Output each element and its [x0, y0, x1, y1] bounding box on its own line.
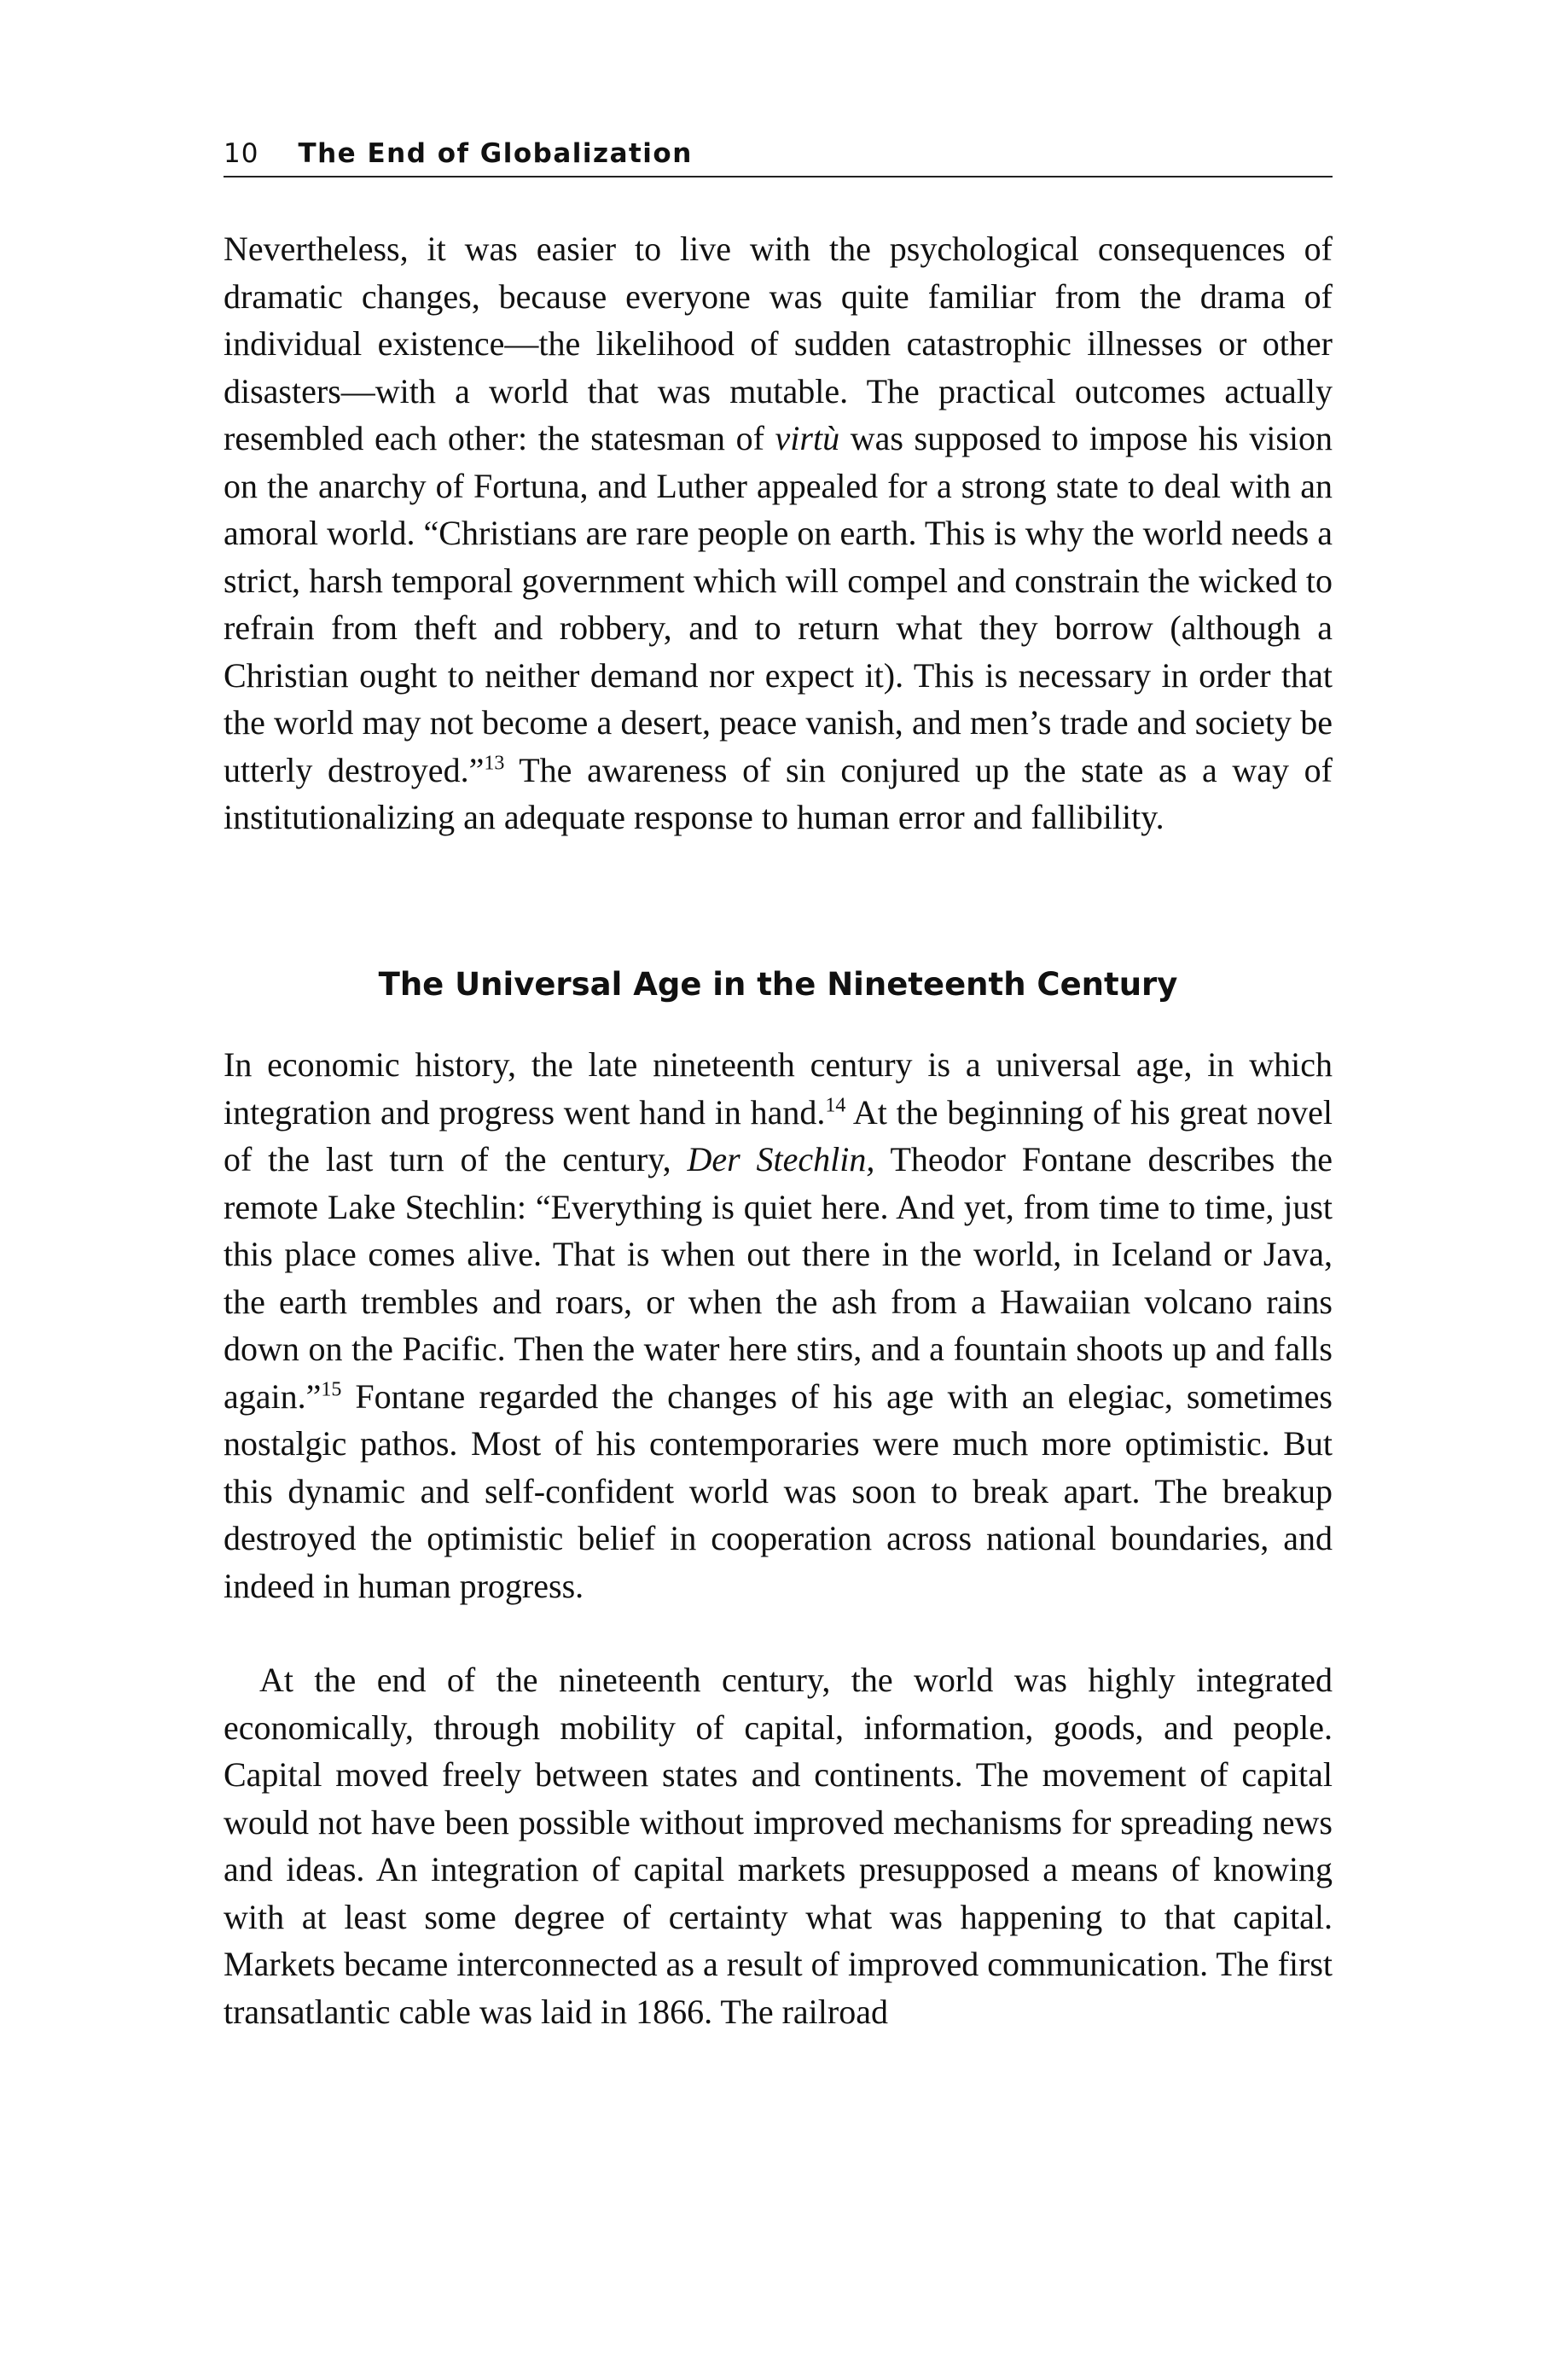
paragraph-1-italic-virtu: virtù: [775, 419, 840, 457]
paragraph-2-text-a: In economic history, the late nineteenth century is a universal age, in which integration and progress went hand in hand.: [224, 1045, 1333, 1132]
footnote-ref-14: 14: [825, 1094, 846, 1117]
section-heading: The Universal Age in the Nineteenth Century: [378, 966, 1178, 1003]
paragraph-1-text-b: was supposed to impose his vision on the anarchy of Fortuna, and Luther appealed for a strong state to deal with an amoral world. “Christians are rare people on earth. This is why the world needs a strict, harsh temporal government which will compel and constrain the wicked to refrain from theft and robbery, and to return what they borrow (although a Christian ought to neither demand nor expect it). This is necessary in order that the world may not become a desert, peace vanish, and men’s trade and society be utterly destroyed.”: [224, 419, 1333, 789]
running-head: [224, 135, 1333, 177]
book-title: The End of Globalization: [298, 138, 693, 169]
paragraph-2-text-d: Fontane regarded the changes of his age with an elegiac, sometimes nostalgic pathos. Most of his contemporaries were much more optimistic. But this dynamic and self-confident world was soon to break apart. The breakup destroyed the optimistic belief in cooperation across national boundaries, and indeed in human progress.: [224, 1376, 1333, 1605]
paragraph-1-text-c: The awareness of sin conjured up the state as a way of institutionalizing an adequate response to human error and fallibility.: [224, 750, 1333, 836]
paragraph-2-italic-title: Der Stechlin,: [687, 1140, 875, 1178]
paragraph-2-text-b: At the beginning of his great novel of the last turn of the century,: [224, 1092, 1333, 1178]
paragraph-1-text-a: Nevertheless, it was easier to live with the psychological consequences of dramatic changes, because everyone was quite familiar from the drama of individual existence—the likelihood of sudden catastrophic illnesses or other disasters—with a world that was mutable. The practical outcomes actually resembled each other: the statesman of: [224, 230, 1333, 457]
footnote-ref-15: 15: [321, 1378, 342, 1401]
footnote-ref-13: 13: [484, 752, 505, 775]
paragraph-2: [224, 1041, 1333, 1609]
page-number: 10: [224, 138, 259, 169]
paragraph-2-text-c: Theodor Fontane describes the remote Lake Stechlin: “Everything is quiet here. And yet, from time to time, just this place comes alive. That is when out there in the world, in Iceland or Java, the earth trembles and roars, or when the ash from a Hawaiian volcano rains down on the Pacific. Then the water here stirs, and a fountain shoots up and falls again.”: [224, 1140, 1333, 1416]
paragraph-1: [224, 225, 1333, 841]
paragraph-3: At the end of the nineteenth century, the world was highly integrated economically, through mobility of capital, information, goods, and people. Capital moved freely between states and continents. The movement of capital would not have been possible without improved mechanisms for spreading news and ideas. An integration of capital markets presupposed a means of knowing with at least some degree of certainty what was happening to that capital. Markets became interconnected as a result of improved communication. The first transatlantic cable was laid in 1866. The railroad: [224, 1661, 1333, 2031]
